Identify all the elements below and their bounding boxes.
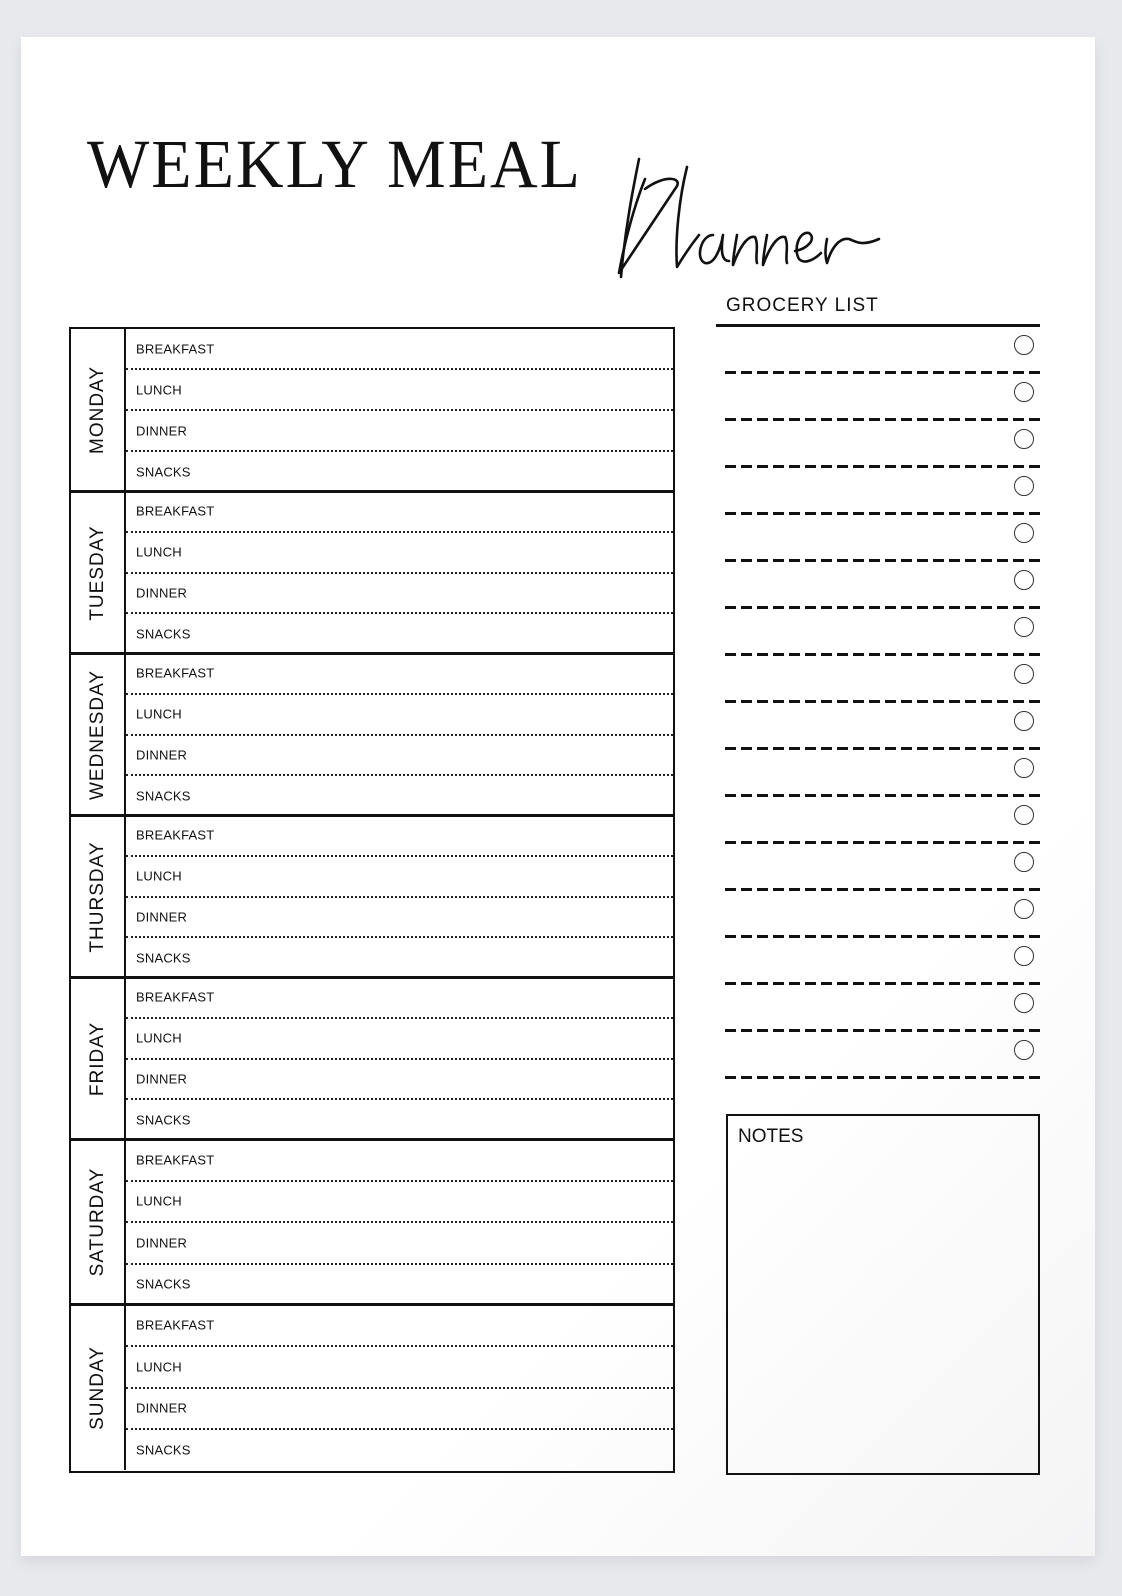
- day-label: MONDAY: [86, 366, 108, 454]
- meal-label: LUNCH: [136, 706, 182, 722]
- day-label-cell: [71, 1305, 126, 1470]
- meal-row-snacks[interactable]: [126, 1265, 673, 1305]
- meal-row-lunch[interactable]: [126, 370, 673, 411]
- meal-row-lunch[interactable]: [126, 695, 673, 736]
- checkbox-circle-icon[interactable]: [1014, 993, 1034, 1013]
- meal-label: DINNER: [136, 1235, 188, 1251]
- meal-row-lunch[interactable]: [126, 1019, 673, 1060]
- dashed-line: [725, 1076, 1041, 1079]
- meal-label: SNACKS: [136, 1442, 191, 1458]
- checkbox-circle-icon[interactable]: [1014, 476, 1034, 496]
- day-block-tuesday: [71, 492, 673, 653]
- meal-row-breakfast[interactable]: [126, 978, 673, 1019]
- meal-row-breakfast[interactable]: [126, 492, 673, 533]
- meal-row-dinner[interactable]: [126, 736, 673, 777]
- meal-label: DINNER: [136, 585, 188, 601]
- meal-label: SNACKS: [136, 464, 191, 479]
- meal-row-dinner[interactable]: [126, 411, 673, 452]
- meal-row-snacks[interactable]: [126, 938, 673, 977]
- meal-label: DINNER: [136, 1071, 188, 1087]
- grocery-item[interactable]: [725, 797, 1041, 844]
- planner-script-title: [595, 149, 895, 289]
- meal-label: LUNCH: [136, 1359, 182, 1375]
- meal-label: SNACKS: [136, 626, 191, 642]
- grocery-list-title: GROCERY LIST: [726, 295, 879, 316]
- grocery-item[interactable]: [725, 421, 1041, 468]
- meal-label: DINNER: [136, 423, 188, 438]
- meal-row-breakfast[interactable]: [126, 1140, 673, 1182]
- grocery-list: [725, 327, 1041, 1079]
- meal-label: BREAKFAST: [136, 665, 215, 681]
- day-label-cell: [71, 654, 126, 815]
- day-label-cell: [71, 329, 126, 491]
- day-block-monday: [71, 329, 673, 491]
- checkbox-circle-icon[interactable]: [1014, 523, 1034, 543]
- checkbox-circle-icon[interactable]: [1014, 946, 1034, 966]
- grocery-item[interactable]: [725, 844, 1041, 891]
- meal-row-snacks[interactable]: [126, 614, 673, 653]
- meal-row-breakfast[interactable]: [126, 329, 673, 370]
- day-label: SUNDAY: [86, 1345, 108, 1430]
- meal-label: LUNCH: [136, 868, 182, 884]
- checkbox-circle-icon[interactable]: [1014, 1040, 1034, 1060]
- meal-label: BREAKFAST: [136, 503, 215, 519]
- day-label-cell: [71, 1140, 126, 1304]
- meal-label: LUNCH: [136, 1193, 182, 1209]
- checkbox-circle-icon[interactable]: [1014, 711, 1034, 731]
- meal-label: BREAKFAST: [136, 1152, 215, 1168]
- meal-label: SNACKS: [136, 950, 191, 966]
- checkbox-circle-icon[interactable]: [1014, 852, 1034, 872]
- meal-row-dinner[interactable]: [126, 1389, 673, 1431]
- meal-label: BREAKFAST: [136, 341, 215, 356]
- meal-row-lunch[interactable]: [126, 1347, 673, 1389]
- meal-row-breakfast[interactable]: [126, 816, 673, 857]
- weekly-meal-table: [69, 327, 675, 1473]
- grocery-item[interactable]: [725, 656, 1041, 703]
- day-label: SATURDAY: [86, 1167, 108, 1277]
- grocery-item[interactable]: [725, 938, 1041, 985]
- meal-label: BREAKFAST: [136, 827, 215, 843]
- meal-row-snacks[interactable]: [126, 776, 673, 815]
- day-block-thursday: [71, 816, 673, 977]
- day-label: THURSDAY: [86, 840, 108, 953]
- grocery-item[interactable]: [725, 374, 1041, 421]
- checkbox-circle-icon[interactable]: [1014, 664, 1034, 684]
- checkbox-circle-icon[interactable]: [1014, 805, 1034, 825]
- day-label: FRIDAY: [86, 1021, 108, 1096]
- grocery-item[interactable]: [725, 515, 1041, 562]
- meal-row-dinner[interactable]: [126, 1223, 673, 1265]
- meal-label: LUNCH: [136, 1030, 182, 1046]
- checkbox-circle-icon[interactable]: [1014, 429, 1034, 449]
- grocery-item[interactable]: [725, 562, 1041, 609]
- day-label-cell: [71, 816, 126, 977]
- meal-row-snacks[interactable]: [126, 1100, 673, 1139]
- meal-row-dinner[interactable]: [126, 574, 673, 615]
- meal-row-breakfast[interactable]: [126, 1305, 673, 1347]
- checkbox-circle-icon[interactable]: [1014, 382, 1034, 402]
- meal-row-snacks[interactable]: [126, 1430, 673, 1470]
- meal-label: DINNER: [136, 747, 188, 763]
- checkbox-circle-icon[interactable]: [1014, 570, 1034, 590]
- grocery-item[interactable]: [725, 891, 1041, 938]
- checkbox-circle-icon[interactable]: [1014, 899, 1034, 919]
- day-block-saturday: [71, 1140, 673, 1304]
- checkbox-circle-icon[interactable]: [1014, 617, 1034, 637]
- day-block-friday: [71, 978, 673, 1139]
- meal-row-lunch[interactable]: [126, 857, 673, 898]
- meal-label: SNACKS: [136, 788, 191, 804]
- meal-row-lunch[interactable]: [126, 533, 673, 574]
- meal-row-breakfast[interactable]: [126, 654, 673, 695]
- grocery-item[interactable]: [725, 985, 1041, 1032]
- day-label: WEDNESDAY: [86, 669, 108, 800]
- meal-label: DINNER: [136, 909, 188, 925]
- page-title: WEEKLY MEAL: [87, 126, 582, 203]
- checkbox-circle-icon[interactable]: [1014, 335, 1034, 355]
- grocery-item[interactable]: [725, 703, 1041, 750]
- grocery-item[interactable]: [725, 750, 1041, 797]
- notes-label: NOTES: [738, 1126, 804, 1147]
- day-block-wednesday: [71, 654, 673, 815]
- day-label-cell: [71, 978, 126, 1139]
- grocery-item[interactable]: [725, 1032, 1041, 1079]
- day-block-sunday: [71, 1305, 673, 1470]
- meal-label: SNACKS: [136, 1276, 191, 1292]
- meal-label: BREAKFAST: [136, 989, 215, 1005]
- meal-row-snacks[interactable]: [126, 452, 673, 491]
- meal-row-dinner[interactable]: [126, 898, 673, 939]
- meal-row-lunch[interactable]: [126, 1182, 673, 1224]
- meal-label: SNACKS: [136, 1112, 191, 1128]
- checkbox-circle-icon[interactable]: [1014, 758, 1034, 778]
- meal-row-dinner[interactable]: [126, 1060, 673, 1101]
- grocery-item[interactable]: [725, 327, 1041, 374]
- notes-box[interactable]: [726, 1114, 1040, 1475]
- grocery-item[interactable]: [725, 609, 1041, 656]
- meal-label: BREAKFAST: [136, 1317, 215, 1333]
- grocery-item[interactable]: [725, 468, 1041, 515]
- meal-label: DINNER: [136, 1400, 188, 1416]
- day-label-cell: [71, 492, 126, 653]
- planner-script-icon: [595, 149, 895, 289]
- meal-label: LUNCH: [136, 382, 182, 397]
- meal-label: LUNCH: [136, 544, 182, 560]
- day-label: TUESDAY: [86, 524, 108, 621]
- planner-page: [21, 37, 1095, 1556]
